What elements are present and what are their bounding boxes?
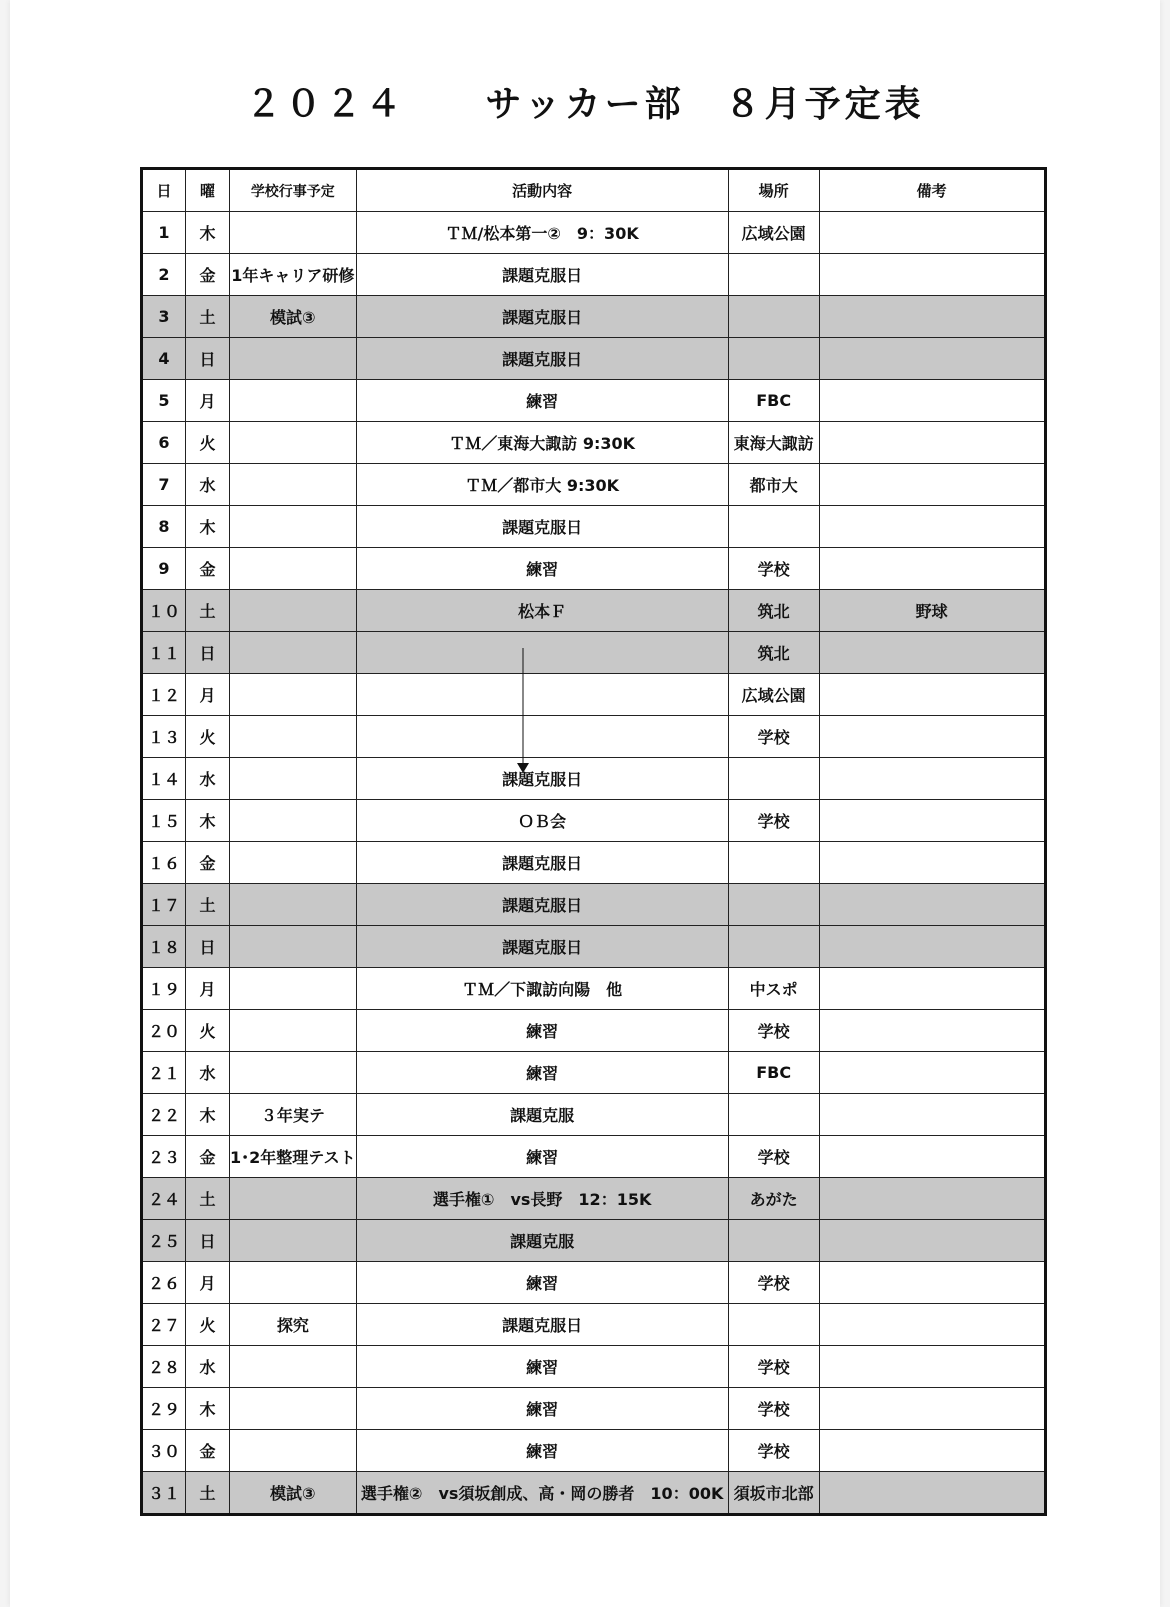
weekday-cell: 日 (186, 632, 230, 674)
header-place: 場所 (728, 169, 819, 212)
activity-cell: 課題克服日 (356, 296, 728, 338)
place-cell: あがた (728, 1178, 819, 1220)
activity-cell: 課題克服日 (356, 884, 728, 926)
table-row (142, 1010, 1046, 1052)
table-row (142, 254, 1046, 296)
place-cell (728, 1094, 819, 1136)
day-cell: 3 (142, 296, 186, 338)
weekday-cell: 月 (186, 1262, 230, 1304)
activity-cell: 練習 (356, 1388, 728, 1430)
day-cell: ２６ (142, 1262, 186, 1304)
weekday-cell: 土 (186, 590, 230, 632)
note-cell (819, 422, 1045, 464)
table-row (142, 1220, 1046, 1262)
day-cell: １３ (142, 716, 186, 758)
place-cell: 学校 (728, 1136, 819, 1178)
school-event-cell: 1年キャリア研修 (230, 254, 357, 296)
note-cell (819, 212, 1045, 254)
day-cell: ２０ (142, 1010, 186, 1052)
weekday-cell: 火 (186, 716, 230, 758)
activity-cell: 練習 (356, 1346, 728, 1388)
note-cell (819, 1262, 1045, 1304)
place-cell: 学校 (728, 548, 819, 590)
day-cell: ２５ (142, 1220, 186, 1262)
header-weekday: 曜 (186, 169, 230, 212)
weekday-cell: 木 (186, 800, 230, 842)
table-row (142, 758, 1046, 800)
weekday-cell: 火 (186, 1304, 230, 1346)
page-title: ２０２４ サッカー部 ８月予定表 (245, 84, 925, 125)
place-cell: 東海大諏訪 (728, 422, 819, 464)
table-row (142, 842, 1046, 884)
note-cell (819, 1472, 1045, 1515)
activity-cell (356, 716, 728, 758)
activity-cell: 課題克服 (356, 1094, 728, 1136)
header-activity: 活動内容 (356, 169, 728, 212)
activity-cell: 課題克服日 (356, 506, 728, 548)
weekday-cell: 木 (186, 1094, 230, 1136)
note-cell (819, 674, 1045, 716)
activity-cell: 課題克服日 (356, 338, 728, 380)
place-cell (728, 254, 819, 296)
note-cell (819, 716, 1045, 758)
weekday-cell: 土 (186, 884, 230, 926)
place-cell: 広域公園 (728, 674, 819, 716)
table-row (142, 1388, 1046, 1430)
note-cell (819, 548, 1045, 590)
school-event-cell: 探究 (230, 1304, 357, 1346)
table-row (142, 464, 1046, 506)
note-cell (819, 632, 1045, 674)
weekday-cell: 金 (186, 1430, 230, 1472)
activity-cell (356, 632, 728, 674)
place-cell: 学校 (728, 716, 819, 758)
table-row (142, 716, 1046, 758)
school-event-cell: 模試③ (230, 296, 357, 338)
school-event-cell (230, 506, 357, 548)
note-cell (819, 1220, 1045, 1262)
place-cell: 学校 (728, 1388, 819, 1430)
day-cell: 9 (142, 548, 186, 590)
table-row (142, 884, 1046, 926)
place-cell: 学校 (728, 1262, 819, 1304)
note-cell (819, 800, 1045, 842)
weekday-cell: 月 (186, 674, 230, 716)
activity-cell: 練習 (356, 1262, 728, 1304)
table-row (142, 380, 1046, 422)
day-cell: ２１ (142, 1052, 186, 1094)
day-cell: ３０ (142, 1430, 186, 1472)
schedule-table (140, 167, 1047, 1516)
activity-cell: ＯＢ会 (356, 800, 728, 842)
table-row (142, 1304, 1046, 1346)
day-cell: 8 (142, 506, 186, 548)
day-cell: ２７ (142, 1304, 186, 1346)
place-cell (728, 506, 819, 548)
school-event-cell (230, 1178, 357, 1220)
school-event-cell (230, 842, 357, 884)
weekday-cell: 水 (186, 758, 230, 800)
place-cell: 中スポ (728, 968, 819, 1010)
place-cell (728, 926, 819, 968)
note-cell (819, 1010, 1045, 1052)
school-event-cell (230, 1388, 357, 1430)
school-event-cell (230, 464, 357, 506)
day-cell: ３１ (142, 1472, 186, 1515)
table-row (142, 1178, 1046, 1220)
school-event-cell (230, 590, 357, 632)
table-row (142, 968, 1046, 1010)
day-cell: １０ (142, 590, 186, 632)
place-cell: 筑北 (728, 590, 819, 632)
day-cell: １１ (142, 632, 186, 674)
place-cell: 都市大 (728, 464, 819, 506)
activity-cell (356, 674, 728, 716)
place-cell (728, 1220, 819, 1262)
day-cell: 7 (142, 464, 186, 506)
day-cell: １７ (142, 884, 186, 926)
note-cell (819, 1094, 1045, 1136)
weekday-cell: 火 (186, 1010, 230, 1052)
activity-cell: 課題克服日 (356, 254, 728, 296)
school-event-cell (230, 926, 357, 968)
day-cell: ２９ (142, 1388, 186, 1430)
school-event-cell: 1･2年整理テスト (230, 1136, 357, 1178)
activity-cell: ＴＭ/松本第一② 9：30K (356, 212, 728, 254)
table-row (142, 1430, 1046, 1472)
note-cell (819, 842, 1045, 884)
note-cell (819, 968, 1045, 1010)
school-event-cell (230, 1346, 357, 1388)
note-cell (819, 1346, 1045, 1388)
activity-cell: ＴＭ／東海大諏訪 9:30K (356, 422, 728, 464)
table-row (142, 674, 1046, 716)
note-cell (819, 338, 1045, 380)
weekday-cell: 金 (186, 1136, 230, 1178)
table-row (142, 338, 1046, 380)
day-cell: ２４ (142, 1178, 186, 1220)
table-row (142, 1094, 1046, 1136)
note-cell (819, 926, 1045, 968)
school-event-cell (230, 422, 357, 464)
activity-cell: 課題克服日 (356, 926, 728, 968)
weekday-cell: 木 (186, 212, 230, 254)
weekday-cell: 木 (186, 506, 230, 548)
weekday-cell: 金 (186, 254, 230, 296)
place-cell: 須坂市北部 (728, 1472, 819, 1515)
school-event-cell (230, 548, 357, 590)
place-cell: 学校 (728, 800, 819, 842)
note-cell (819, 296, 1045, 338)
table-row (142, 1472, 1046, 1515)
school-event-cell (230, 1220, 357, 1262)
school-event-cell (230, 800, 357, 842)
school-event-cell (230, 968, 357, 1010)
weekday-cell: 金 (186, 842, 230, 884)
note-cell (819, 506, 1045, 548)
note-cell (819, 1304, 1045, 1346)
school-event-cell (230, 1262, 357, 1304)
school-event-cell (230, 674, 357, 716)
place-cell (728, 842, 819, 884)
day-cell: １９ (142, 968, 186, 1010)
note-cell (819, 1388, 1045, 1430)
day-cell: １６ (142, 842, 186, 884)
weekday-cell: 水 (186, 1052, 230, 1094)
table-row (142, 506, 1046, 548)
weekday-cell: 木 (186, 1388, 230, 1430)
table-row (142, 590, 1046, 632)
day-cell: 4 (142, 338, 186, 380)
activity-cell: 練習 (356, 1430, 728, 1472)
note-cell (819, 254, 1045, 296)
weekday-cell: 金 (186, 548, 230, 590)
activity-cell: 練習 (356, 380, 728, 422)
table-row (142, 1262, 1046, 1304)
note-cell: 野球 (819, 590, 1045, 632)
weekday-cell: 水 (186, 464, 230, 506)
activity-cell: ＴＭ／下諏訪向陽 他 (356, 968, 728, 1010)
table-row (142, 422, 1046, 464)
day-cell: 5 (142, 380, 186, 422)
table-row (142, 926, 1046, 968)
activity-cell: 練習 (356, 1010, 728, 1052)
place-cell: 広域公園 (728, 212, 819, 254)
table-row (142, 296, 1046, 338)
place-cell (728, 1304, 819, 1346)
table-row (142, 212, 1046, 254)
place-cell: 筑北 (728, 632, 819, 674)
school-event-cell: ３年実テ (230, 1094, 357, 1136)
school-event-cell (230, 380, 357, 422)
activity-cell: 課題克服日 (356, 842, 728, 884)
note-cell (819, 884, 1045, 926)
day-cell: 6 (142, 422, 186, 464)
day-cell: １８ (142, 926, 186, 968)
school-event-cell (230, 212, 357, 254)
table-row (142, 1346, 1046, 1388)
weekday-cell: 日 (186, 926, 230, 968)
weekday-cell: 月 (186, 968, 230, 1010)
weekday-cell: 日 (186, 338, 230, 380)
activity-cell: 選手権① vs長野 12：15K (356, 1178, 728, 1220)
school-event-cell (230, 632, 357, 674)
activity-cell: 選手権② vs須坂創成、高・岡の勝者 10：00K (356, 1472, 728, 1515)
weekday-cell: 火 (186, 422, 230, 464)
place-cell (728, 758, 819, 800)
weekday-cell: 日 (186, 1220, 230, 1262)
day-cell: １５ (142, 800, 186, 842)
note-cell (819, 1136, 1045, 1178)
school-event-cell (230, 1052, 357, 1094)
note-cell (819, 1430, 1045, 1472)
table-row (142, 1136, 1046, 1178)
day-cell: １４ (142, 758, 186, 800)
school-event-cell: 模試③ (230, 1472, 357, 1515)
activity-cell: 松本Ｆ (356, 590, 728, 632)
place-cell (728, 338, 819, 380)
school-event-cell (230, 716, 357, 758)
note-cell (819, 1178, 1045, 1220)
header-row (142, 169, 1046, 212)
school-event-cell (230, 338, 357, 380)
table-row (142, 800, 1046, 842)
day-cell: ２２ (142, 1094, 186, 1136)
school-event-cell (230, 1430, 357, 1472)
note-cell (819, 758, 1045, 800)
day-cell: ２８ (142, 1346, 186, 1388)
activity-cell: 課題克服日 (356, 758, 728, 800)
weekday-cell: 土 (186, 1472, 230, 1515)
place-cell (728, 296, 819, 338)
activity-cell: 練習 (356, 548, 728, 590)
weekday-cell: 月 (186, 380, 230, 422)
activity-cell: 課題克服 (356, 1220, 728, 1262)
day-cell: 2 (142, 254, 186, 296)
day-cell: １２ (142, 674, 186, 716)
day-cell: 1 (142, 212, 186, 254)
school-event-cell (230, 1010, 357, 1052)
weekday-cell: 土 (186, 296, 230, 338)
school-event-cell (230, 884, 357, 926)
school-event-cell (230, 758, 357, 800)
note-cell (819, 464, 1045, 506)
header-day: 日 (142, 169, 186, 212)
weekday-cell: 土 (186, 1178, 230, 1220)
place-cell (728, 884, 819, 926)
note-cell (819, 1052, 1045, 1094)
note-cell (819, 380, 1045, 422)
day-cell: ２３ (142, 1136, 186, 1178)
table-row (142, 632, 1046, 674)
header-note: 備考 (819, 169, 1045, 212)
activity-cell: ＴＭ／都市大 9:30K (356, 464, 728, 506)
place-cell: 学校 (728, 1430, 819, 1472)
header-school-event: 学校行事予定 (230, 169, 357, 212)
table-row (142, 548, 1046, 590)
weekday-cell: 水 (186, 1346, 230, 1388)
activity-cell: 練習 (356, 1052, 728, 1094)
place-cell: 学校 (728, 1346, 819, 1388)
place-cell: 学校 (728, 1010, 819, 1052)
activity-cell: 課題克服日 (356, 1304, 728, 1346)
place-cell: FBC (728, 380, 819, 422)
place-cell: FBC (728, 1052, 819, 1094)
activity-cell: 練習 (356, 1136, 728, 1178)
table-row (142, 1052, 1046, 1094)
